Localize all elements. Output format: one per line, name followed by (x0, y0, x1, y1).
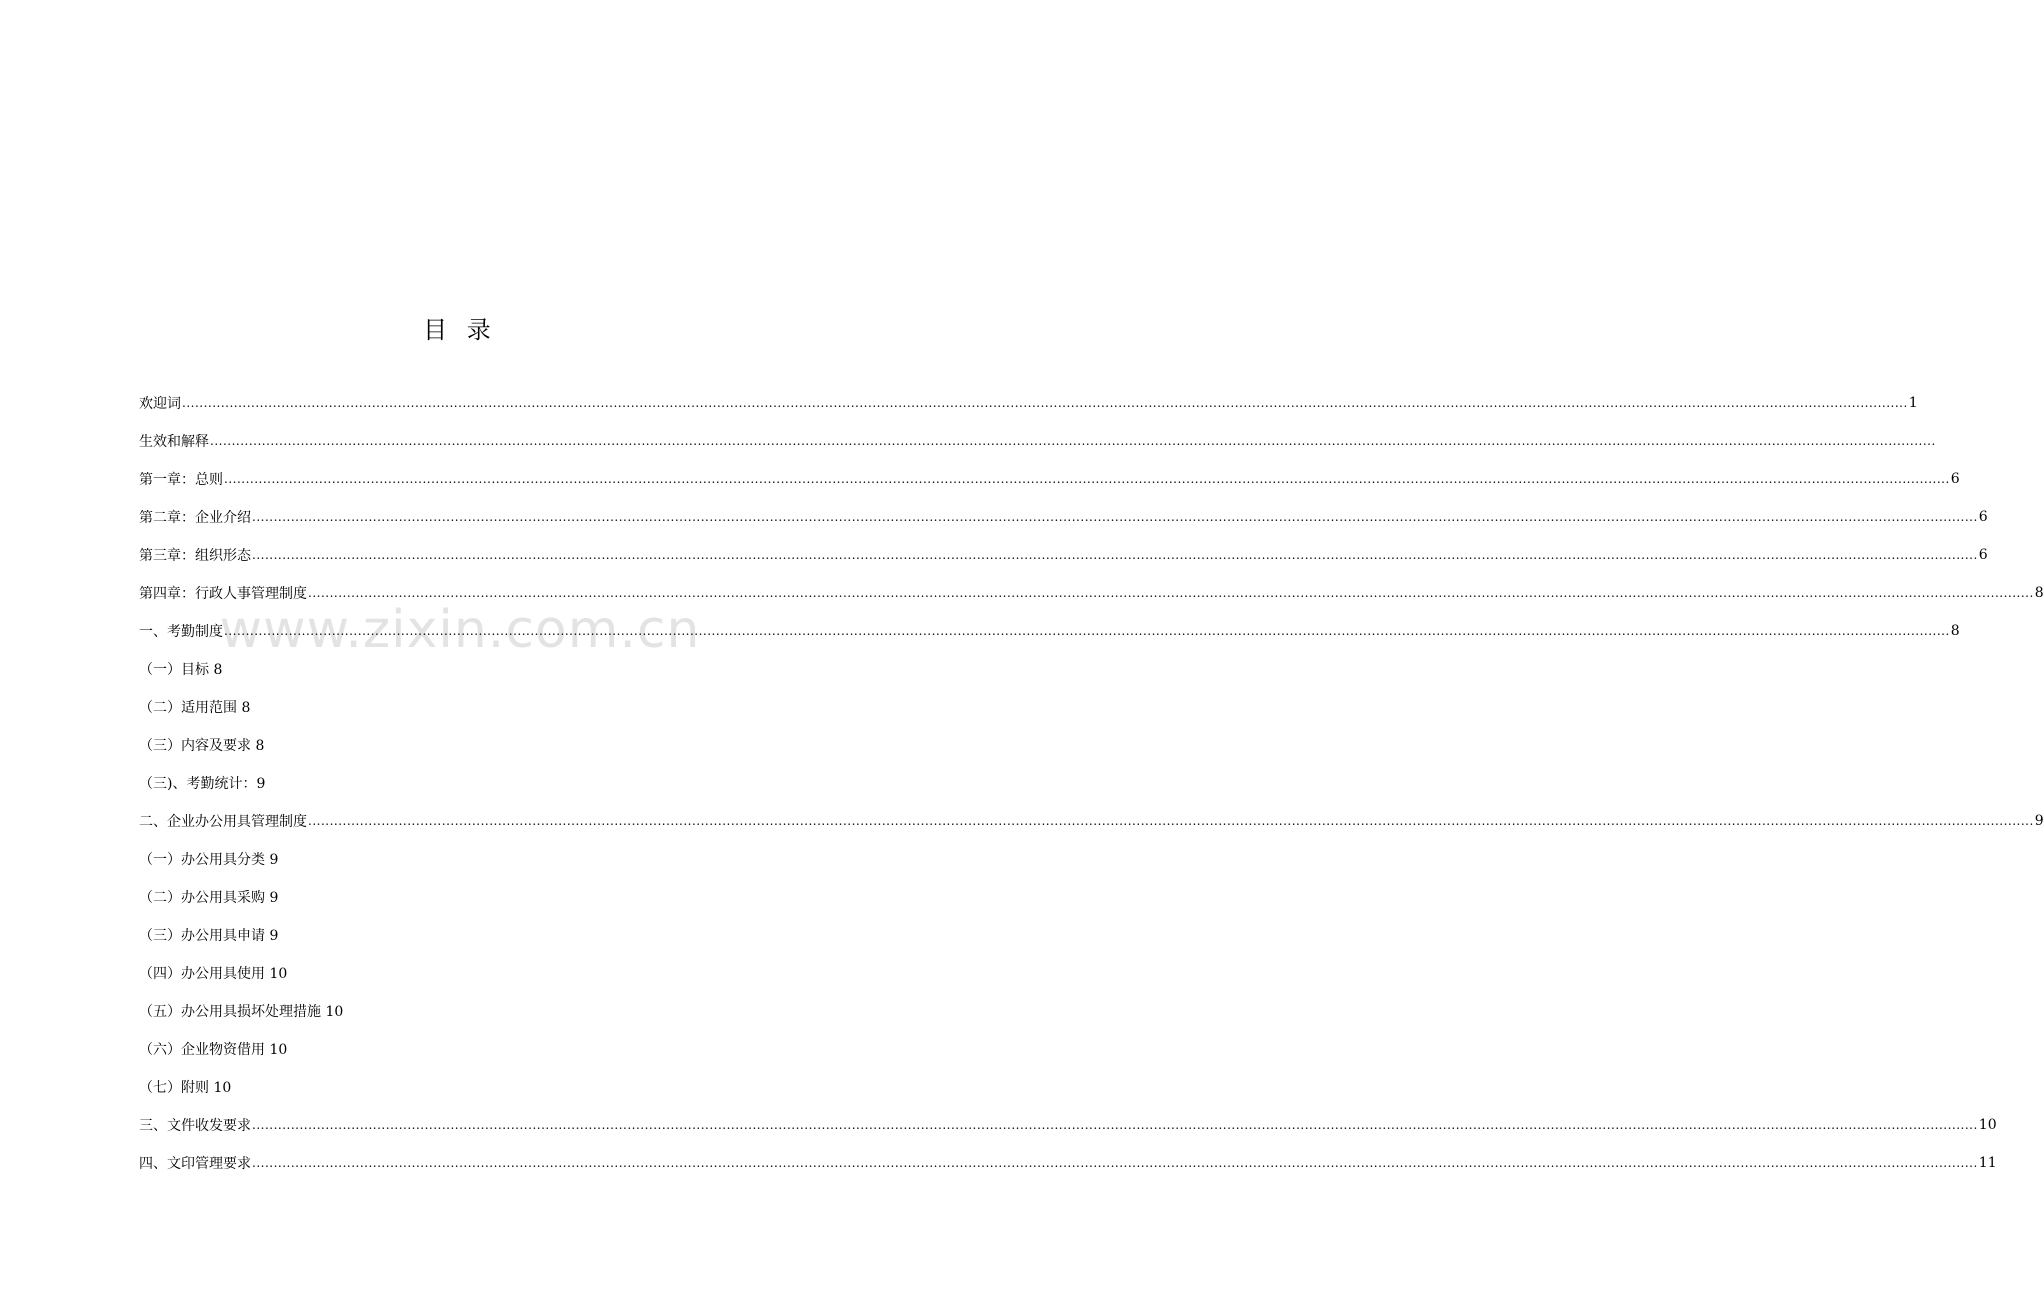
toc-entry[interactable] (139, 840, 781, 878)
toc-entry-label: （四）办公用具使用 10 (139, 966, 288, 982)
toc-entry-label: （一）办公用具分类 9 (139, 852, 279, 868)
toc-entry[interactable] (139, 878, 781, 916)
toc-dot-leader: ................................................................................................................................................................................................................................................................................................................................................................................................................ (252, 1118, 1978, 1132)
toc-entry-label: 二、企业办公用具管理制度 (139, 814, 307, 830)
toc-dot-leader: ................................................................................................................................................................................................................................................................................................................................................................................................................ (252, 510, 1978, 524)
toc-entry[interactable] (139, 764, 781, 802)
toc-dot-leader: ................................................................................................................................................................................................................................................................................................................................................................................................................ (224, 624, 1950, 638)
toc-dot-leader: ................................................................................................................................................................................................................................................................................................................................................................................................................ (182, 396, 1908, 410)
toc-entry-label: 三、文件收发要求 (139, 1118, 251, 1134)
toc-entry-label: （六）企业物资借用 10 (139, 1042, 288, 1058)
toc-page-number: 10 (1978, 1117, 1997, 1133)
toc-entry[interactable] (139, 802, 2044, 840)
toc-entry[interactable] (139, 650, 781, 688)
toc-entry[interactable] (139, 992, 781, 1030)
toc-dot-leader: ................................................................................................................................................................................................................................................................................................................................................................................................................ (224, 472, 1950, 486)
toc-entry-label: 欢迎词 (139, 396, 181, 412)
toc-entry[interactable] (139, 1106, 1997, 1144)
toc-entry[interactable] (139, 726, 781, 764)
toc-page-number: 8 (2034, 585, 2044, 601)
toc-dot-leader: ................................................................................................................................................................................................................................................................................................................................................................................................................ (308, 814, 2034, 828)
toc-entry-label: （五）办公用具损坏处理措施 10 (139, 1004, 344, 1020)
toc-entry-label: 第一章：总则 (139, 472, 223, 488)
toc-entry[interactable] (139, 688, 781, 726)
toc-entry-label: 生效和解释 (139, 434, 209, 450)
toc-entry-label: 一、考勤制度 (139, 624, 223, 640)
toc-entry-label: （三)、考勤统计：9 (139, 776, 266, 792)
toc-entry[interactable] (139, 612, 1960, 650)
toc-entry-label: 四、文印管理要求 (139, 1156, 251, 1172)
toc-entry[interactable] (139, 536, 1988, 574)
toc-entry-label: （三）办公用具申请 9 (139, 928, 279, 944)
table-of-contents (139, 384, 2044, 1182)
toc-page-number: 6 (1978, 547, 1988, 563)
toc-entry[interactable] (139, 422, 1936, 460)
toc-entry-label: 第二章：企业介绍 (139, 510, 251, 526)
watermark: www.zixin.com.cn (219, 600, 701, 660)
toc-entry-label: （七）附则 10 (139, 1080, 232, 1096)
toc-entry-label: 第三章：组织形态 (139, 548, 251, 564)
toc-page-number: 1 (1908, 395, 1918, 411)
toc-entry[interactable] (139, 574, 2044, 612)
toc-entry-label: （一）目标 8 (139, 662, 223, 678)
toc-page-number: 11 (1978, 1155, 1997, 1171)
toc-dot-leader: ................................................................................................................................................................................................................................................................................................................................................................................................................ (252, 548, 1978, 562)
toc-entry[interactable] (139, 1144, 1997, 1182)
toc-entry[interactable] (139, 498, 1988, 536)
toc-page-number: 9 (2034, 813, 2044, 829)
toc-entry[interactable] (139, 916, 781, 954)
toc-entry[interactable] (139, 1068, 781, 1106)
toc-entry[interactable] (139, 384, 1918, 422)
toc-page-number: 6 (1978, 509, 1988, 525)
toc-entry-label: （二）适用范围 8 (139, 700, 251, 716)
toc-entry[interactable] (139, 1030, 781, 1068)
toc-dot-leader: ................................................................................................................................................................................................................................................................................................................................................................................................................ (308, 586, 2034, 600)
toc-entry[interactable] (139, 460, 1960, 498)
toc-dot-leader: ................................................................................................................................................................................................................................................................................................................................................................................................................ (252, 1156, 1978, 1170)
toc-entry-label: （三）内容及要求 8 (139, 738, 265, 754)
toc-page-number: 8 (1950, 623, 1960, 639)
toc-entry-label: 第四章：行政人事管理制度 (139, 586, 307, 602)
page-title: 目 录 (423, 316, 497, 344)
toc-entry-label: （二）办公用具采购 9 (139, 890, 279, 906)
toc-entry[interactable] (139, 954, 781, 992)
toc-page-number: 6 (1950, 471, 1960, 487)
toc-dot-leader: ................................................................................................................................................................................................................................................................................................................................................................................................................ (210, 434, 1936, 448)
